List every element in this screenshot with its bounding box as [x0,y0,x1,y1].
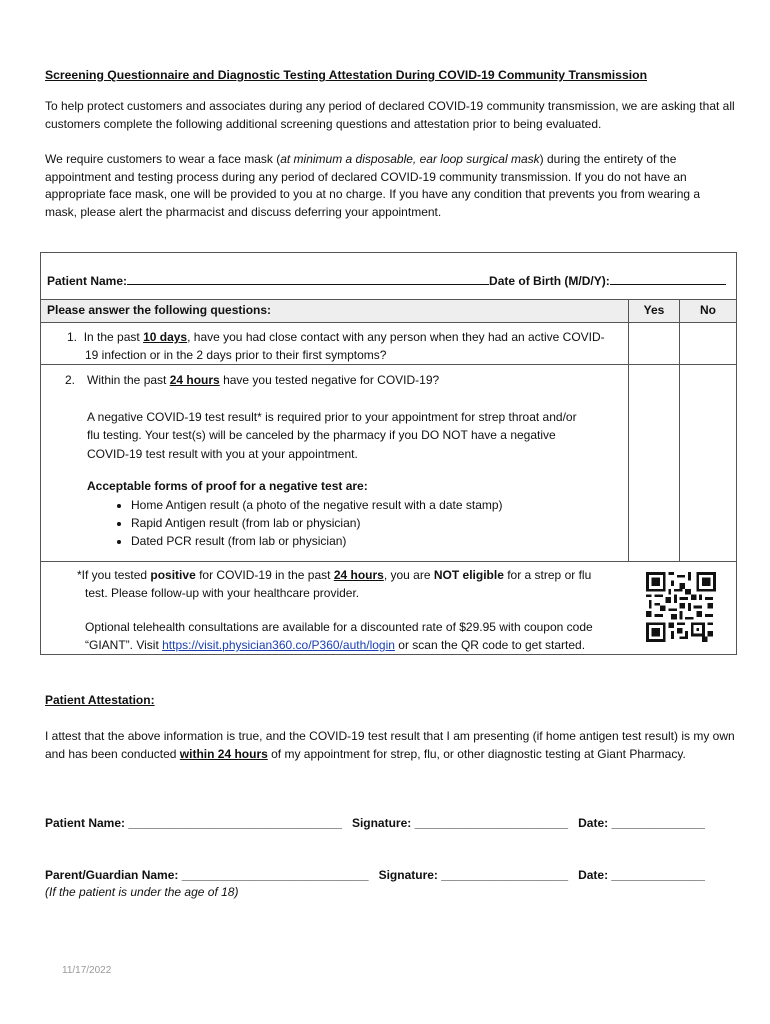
q2-no-checkbox[interactable] [680,365,737,562]
questionnaire-table [40,252,737,655]
question-1 [41,323,629,365]
q1-text-b: , have you had close contact with any person when they had an active COVID-19 infection or in the 2 days prior to their first symptoms? [85,330,605,362]
question-2 [41,365,629,562]
patient-name-label: Patient Name: [47,274,128,288]
q2-text-b: have you tested negative for COVID-19? [219,373,440,387]
intro-paragraph-2 [45,151,735,221]
attestation-heading: Patient Attestation: [45,693,155,707]
guardian-note: (If the patient is under the age of 18) [45,885,239,899]
q1-text-a: In the past [83,330,144,344]
q2-text-a: Within the past [87,373,170,387]
q2-number: 2. [65,373,76,387]
guardian-signature-row [45,868,705,882]
q1-number: 1. [67,330,78,344]
proof-item: • Rapid Antigen result (from lab or physician) [131,514,628,532]
note-positive: positive [150,568,196,582]
attestation-text-b: of my appointment for strep, flu, or other diagnostic testing at Giant Pharmacy. [267,747,686,761]
dob-label: Date of Birth (M/D/Y): [489,274,610,288]
note-text-d: for a strep or flu test. Please follow-up with your healthcare provider. [85,568,592,600]
intro-p2-italic: at minimum a disposable, ear loop surgical mask [280,152,540,166]
guardian-signature-field[interactable]: Signature: ___________________ [378,868,569,882]
q1-emphasis: 10 days [143,330,188,344]
q2-accept-title: Acceptable forms of proof for a negative test are: [87,479,368,493]
guardian-date-field[interactable]: Date: ______________ [578,868,705,882]
note-text-a: *If you tested [77,568,151,582]
questions-header: Please answer the following questions: [41,300,629,323]
patient-name-field[interactable] [127,273,489,285]
yes-header: Yes [629,300,680,323]
intro-p2-text-a: We require customers to wear a face mask ( [45,152,281,166]
positive-test-note [41,562,737,655]
q1-yes-checkbox[interactable] [629,323,680,365]
q1-no-checkbox[interactable] [680,323,737,365]
attestation-emphasis: within 24 hours [179,747,268,761]
patient-signature-row [45,816,705,830]
proof-list [65,496,628,550]
proof-item: • Home Antigen result (a photo of the negative result with a date stamp) [131,496,628,514]
footer-date: 11/17/2022 [62,965,112,976]
note-emphasis: 24 hours [333,568,384,582]
note-text-c: , you are [383,568,434,582]
guardian-name-field[interactable]: Parent/Guardian Name: ____________________________ [45,868,369,882]
dob-field[interactable] [610,273,726,285]
q2-emphasis: 24 hours [169,373,220,387]
patient-info-cell [41,253,737,300]
telehealth-link[interactable]: https://visit.physician360.co/P360/auth/login [162,638,395,652]
no-header: No [680,300,737,323]
attestation-text-a: I attest that the above information is true, and the COVID-19 test result that I am presenting (if home antigen test result) is my own and has been conducted [45,729,735,761]
q2-detail: A negative COVID-19 test result* is required prior to your appointment for strep throat and/or flu testing. Your test(s) will be canceled by the pharmacy if you DO NOT have a negative COVID-19 test result with you at your appointment. [87,409,577,461]
intro-p2-text-b: ) during the entirety of the appointment and testing process during any period of declared COVID-19 community transmission. If you do not have an appropriate face mask, one will be provided to you at no charge. If you have any condition that prevents you from wearing a mask, please alert the pharmacist and discuss deferring your appointment. [45,152,701,219]
telehealth-text-b: or scan the QR code to get started. [394,638,586,652]
proof-item: • Dated PCR result (from lab or physician) [131,532,628,550]
intro-paragraph-1: To help protect customers and associates during any period of declared COVID-19 community transmission, we are asking that all customers complete the following additional screening questions and attestation prior to being evaluated. [45,99,735,131]
telehealth-text-a: Optional telehealth consultations are available for a discounted rate of $29.95 with coupon code “GIANT”. Visit [85,620,593,652]
patient-name-signature-field[interactable]: Patient Name: ________________________________ [45,816,342,830]
note-text-b: for COVID-19 in the past [195,568,334,582]
note-not-eligible: NOT eligible [433,568,504,582]
patient-signature-field[interactable]: Signature: _______________________ [351,816,569,830]
q2-yes-checkbox[interactable] [629,365,680,562]
document-title: Screening Questionnaire and Diagnostic Testing Attestation During COVID-19 Community Transmission [45,68,648,82]
patient-date-field[interactable]: Date: ______________ [578,816,705,830]
qr-code-icon[interactable] [646,572,716,642]
attestation-text [45,727,735,763]
